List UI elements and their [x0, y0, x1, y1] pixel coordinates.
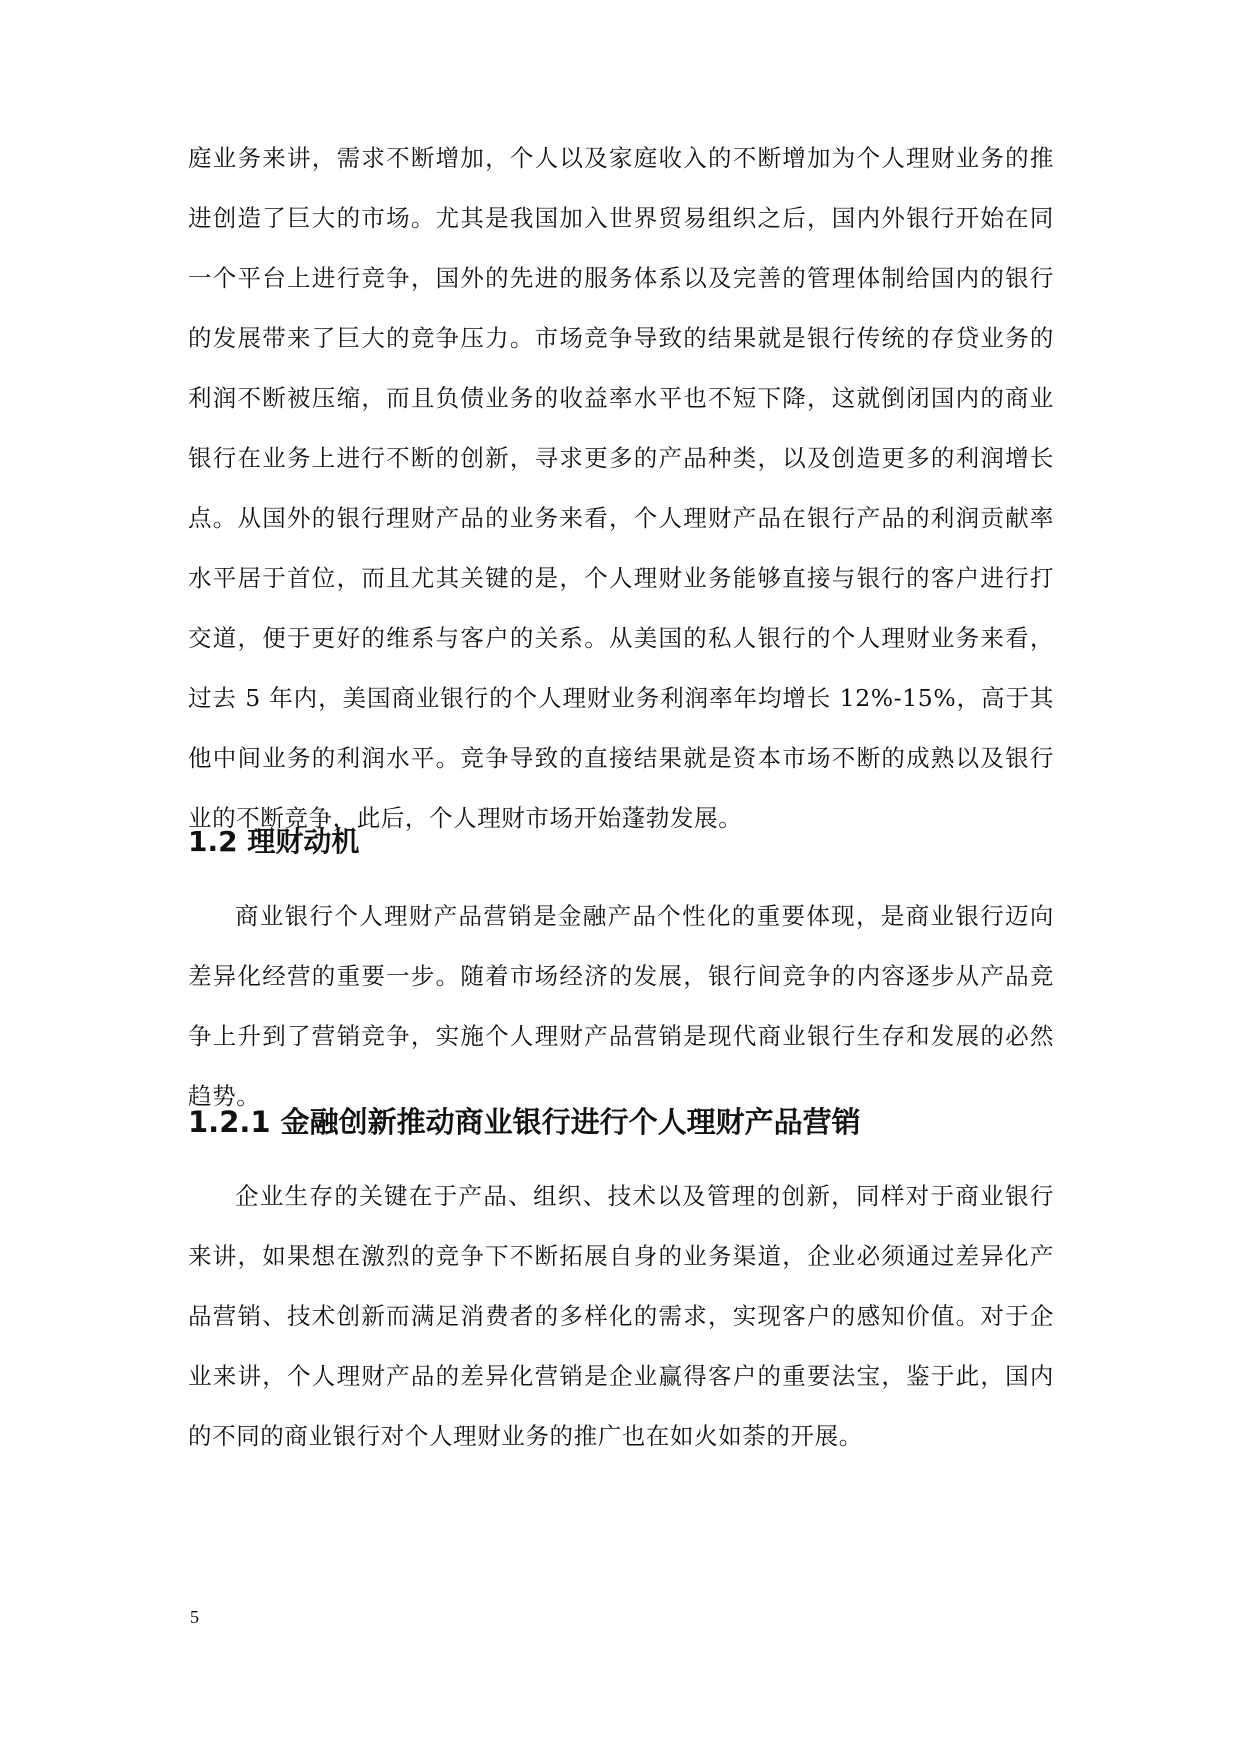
section-1-2-1-paragraph: 企业生存的关键在于产品、组织、技术以及管理的创新，同样对于商业银行来讲，如果想在激烈的竞争下不断拓展自身的业务渠道，企业必须通过差异化产品营销、技术创新而满足消费者的多样化的需求，实现客户的感知价值。对于企业来讲，个人理财产品的差异化营销是企业赢得客户的重要法宝，鉴于此，国内的不同的商业银行对个人理财业务的推广也在如火如荼的开展。 [188, 1182, 1054, 1450]
section-1-2-paragraph: 商业银行个人理财产品营销是金融产品个性化的重要体现，是商业银行迈向差异化经营的重要一步。随着市场经济的发展，银行间竞争的内容逐步从产品竞争上升到了营销竞争，实施个人理财产品营销是现代商业银行生存和发展的必然趋势。 [188, 902, 1054, 1110]
body-paragraph-continued: 庭业务来讲，需求不断增加，个人以及家庭收入的不断增加为个人理财业务的推进创造了巨大的市场。尤其是我国加入世界贸易组织之后，国内外银行开始在同一个平台上进行竞争，国外的先进的服务体系以及完善的管理体制给国内的银行的发展带来了巨大的竞争压力。市场竞争导致的结果就是银行传统的存贷业务的利润不断被压缩，而且负债业务的收益率水平也不短下降，这就倒闭国内的商业银行在业务上进行不断的创新，寻求更多的产品种类，以及创造更多的利润增长点。从国外的银行理财产品的业务来看，个人理财产品在银行产品的利润贡献率水平居于首位，而且尤其关键的是，个人理财业务能够直接与银行的客户进行打交道，便于更好的维系与客户的关系。从美国的私人银行的个人理财业务来看，过去 5 年内，美国商业银行的个人理财业务利润率年均增长 12%-15%，高于其他中间业务的利润水平。竞争导致的直接结果就是资本市场不断的成熟以及银行业的不断竞争，此后，个人理财市场开始蓬勃发展。 [188, 144, 1054, 832]
section-heading-1-2: 1.2 理财动机 [188, 825, 360, 858]
page-number: 5 [190, 1607, 199, 1627]
section-heading-1-2-1: 1.2.1 金融创新推动商业银行进行个人理财产品营销 [188, 1105, 861, 1139]
